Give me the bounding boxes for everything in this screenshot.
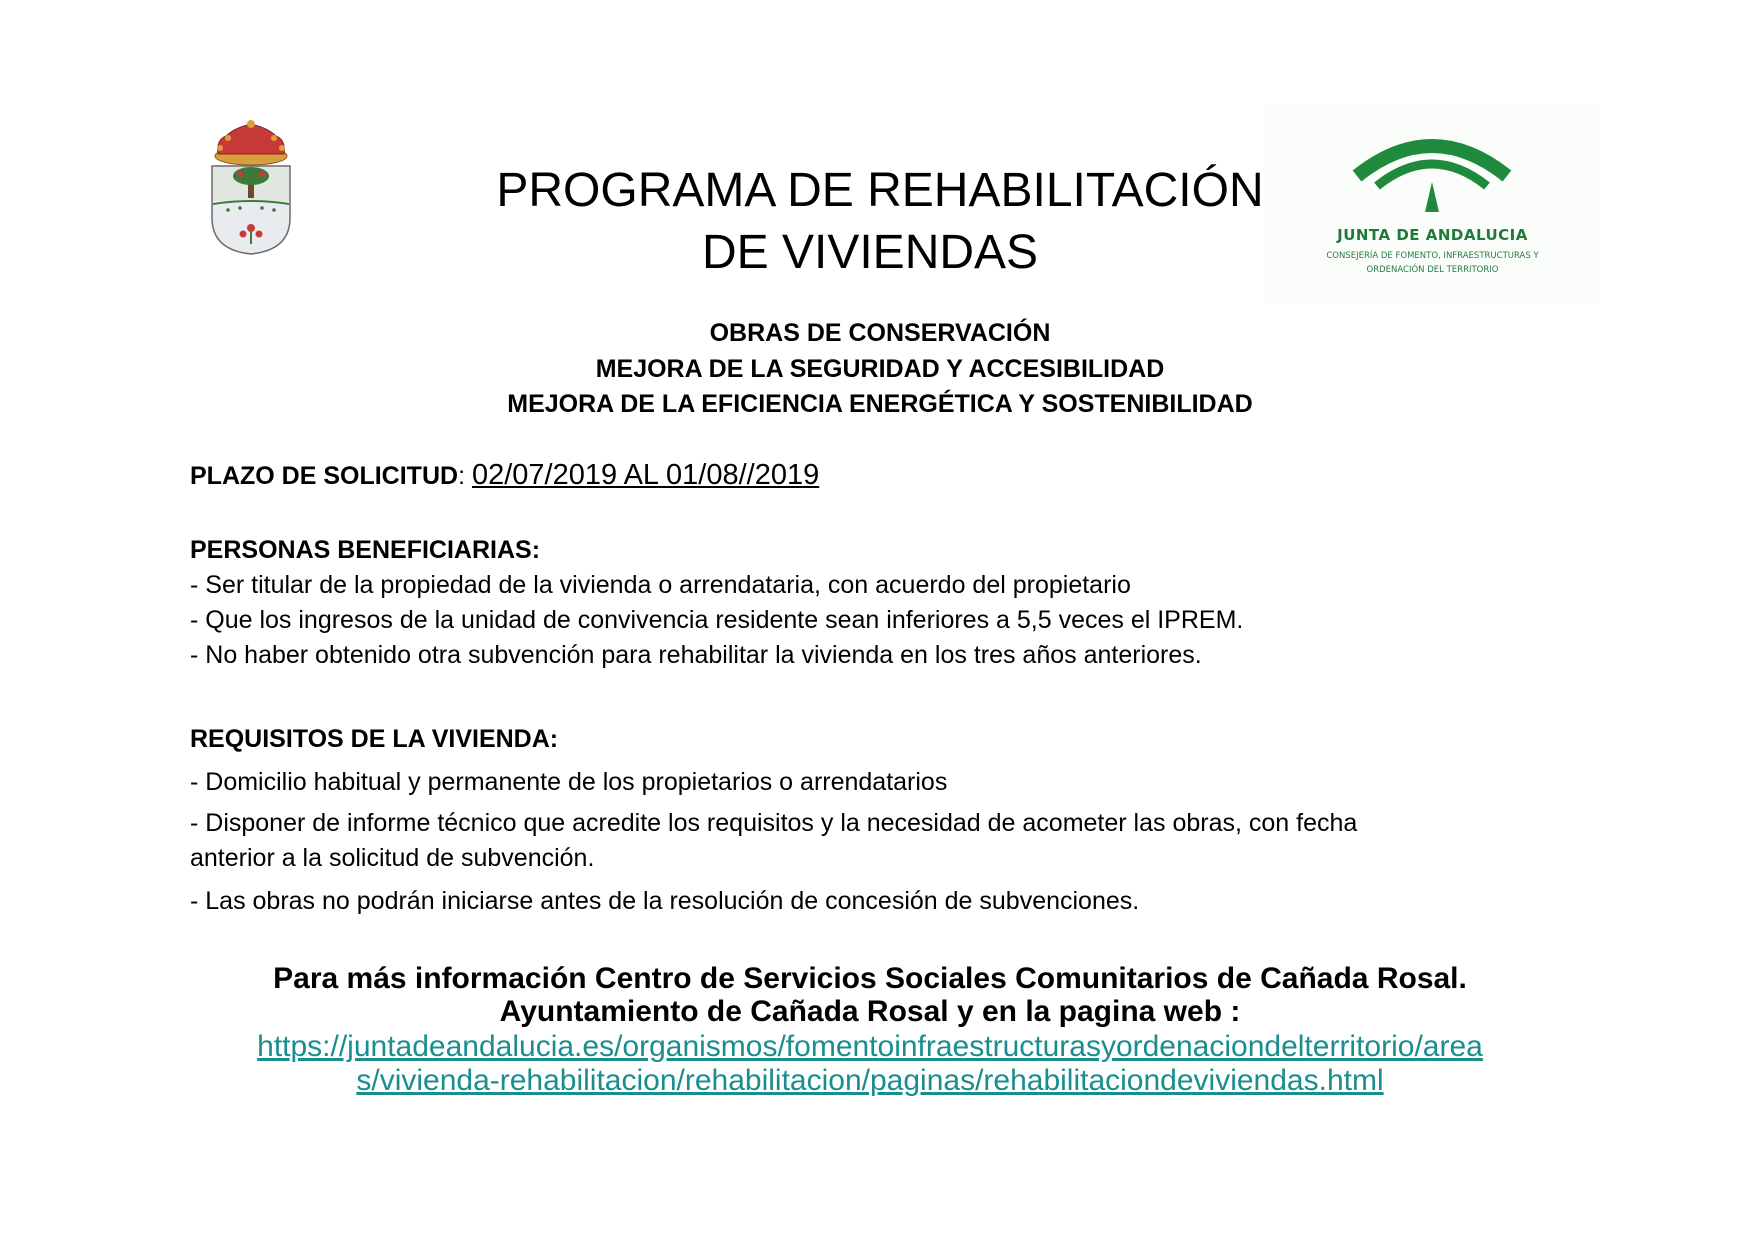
- plazo-label: PLAZO DE SOLICITUD: [190, 462, 459, 490]
- requisitos-item: - Disponer de informe técnico que acredite los requisitos y la necesidad de acometer las obras, con fecha: [190, 809, 1358, 837]
- subtitle-conservacion: OBRAS DE CONSERVACIÓN: [709, 319, 1051, 347]
- coat-of-arms-icon: [206, 118, 296, 256]
- footer-info-line-1: Para más información Centro de Servicios Sociales Comunitarios de Cañada Rosal.: [273, 962, 1467, 995]
- requisitos-heading: REQUISITOS DE LA VIVIENDA:: [190, 725, 559, 753]
- footer-info-line-2: Ayuntamiento de Cañada Rosal y en la pagina web :: [499, 995, 1241, 1028]
- page-title-line-1: PROGRAMA DE REHABILITACIÓN: [496, 164, 1264, 217]
- footer-url-link-part-1[interactable]: https://juntadeandalucia.es/organismos/fomentoinfraestructurasyordenaciondelterritorio/area: [257, 1030, 1483, 1063]
- page-title-line-2: DE VIVIENDAS: [701, 226, 1039, 279]
- junta-andalucia-logo: [1265, 104, 1600, 304]
- subtitle-seguridad: MEJORA DE LA SEGURIDAD Y ACCESIBILIDAD: [595, 355, 1165, 383]
- beneficiarias-heading: PERSONAS BENEFICIARIAS:: [190, 536, 541, 564]
- beneficiarias-item: - Ser titular de la propiedad de la vivienda o arrendataria, con acuerdo del propietario: [190, 571, 1131, 599]
- requisitos-item: - Las obras no podrán iniciarse antes de la resolución de concesión de subvenciones.: [190, 887, 1140, 915]
- junta-name: JUNTA DE ANDALUCIA: [1337, 226, 1528, 244]
- requisitos-item-continuation: anterior a la solicitud de subvención.: [190, 844, 595, 872]
- junta-subtitle-2: ORDENACIÓN DEL TERRITORIO: [1366, 265, 1499, 275]
- plazo-solicitud: [190, 460, 819, 491]
- plazo-separator: :: [458, 462, 472, 490]
- beneficiarias-item: - No haber obtenido otra subvención para rehabilitar la vivienda en los tres años anteriores.: [190, 641, 1202, 669]
- junta-subtitle-1: CONSEJERÍA DE FOMENTO, INFRAESTRUCTURAS Y: [1326, 251, 1539, 261]
- footer-url-link-part-2[interactable]: s/vivienda-rehabilitacion/rehabilitacion/paginas/rehabilitaciondeviviendas.html: [356, 1064, 1384, 1097]
- requisitos-item: - Domicilio habitual y permanente de los propietarios o arrendatarios: [190, 768, 948, 796]
- plazo-dates: 02/07/2019 AL 01/08//2019: [471, 459, 820, 491]
- subtitle-eficiencia: MEJORA DE LA EFICIENCIA ENERGÉTICA Y SOSTENIBILIDAD: [507, 390, 1253, 418]
- beneficiarias-item: - Que los ingresos de la unidad de convivencia residente sean inferiores a 5,5 veces el IPREM.: [190, 606, 1244, 634]
